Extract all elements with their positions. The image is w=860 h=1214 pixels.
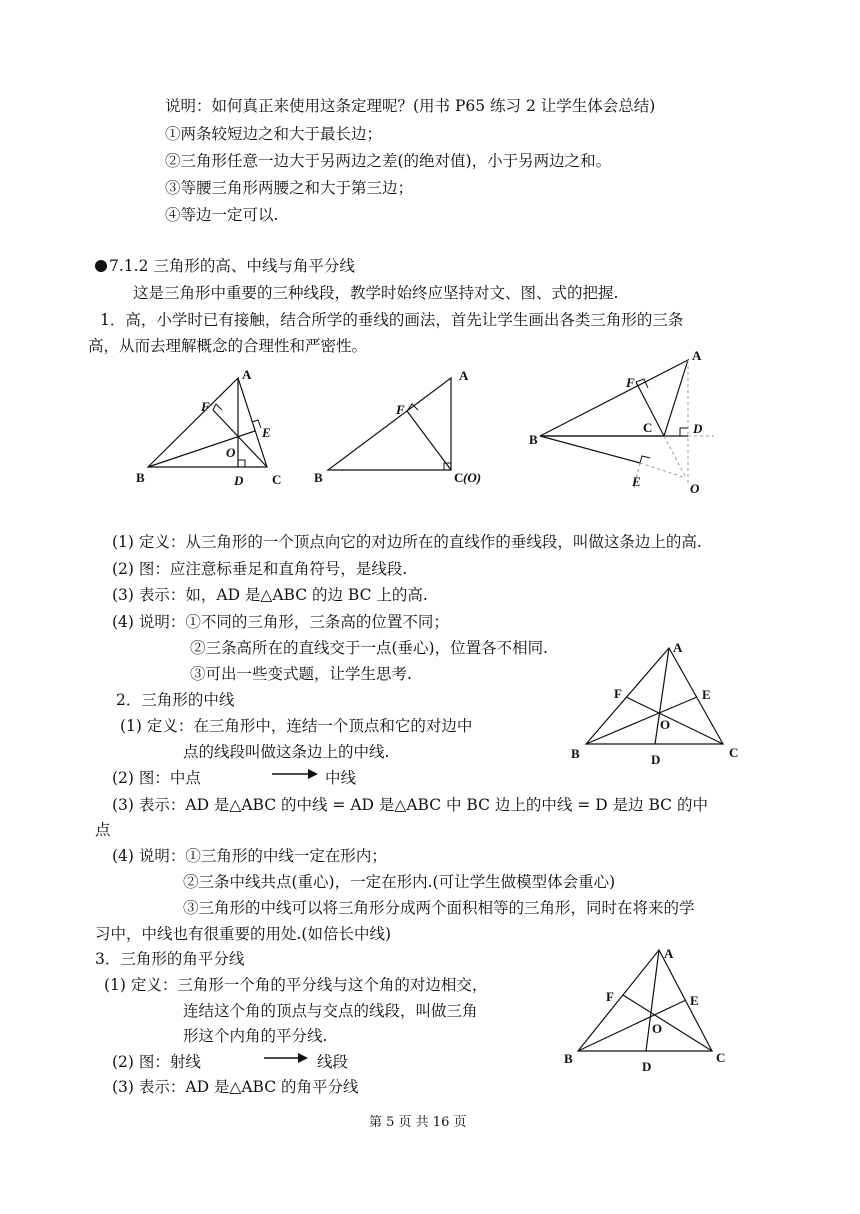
altitude-note-1: (4) 说明：①不同的三角形，三条高的位置不同； [112,613,449,631]
label-C: C [272,472,282,487]
bisector-figure-prefix: (2) 图：射线 [112,1053,201,1071]
label-A: A [673,640,683,655]
bisector-figure-suffix: 线段 [317,1053,349,1071]
altitude-definition: (1) 定义：从三角形的一个顶点向它的对边所在的直线作的垂线段，叫做这条边上的高. [112,533,702,551]
label-F: F [396,402,405,417]
label-B: B [564,1051,573,1066]
note-item-2: ②三角形任意一边大于另两边之差(的绝对值)，小于另两边之和。 [165,152,612,170]
median-title: 2．三角形的中线 [116,691,235,709]
altitude-representation: (3) 表示：如，AD 是△ABC 的边 BC 上的高. [112,586,428,604]
median-note-2: ②三条中线共点(重心)，一定在形内.(可让学生做模型体会重心) [183,873,616,891]
median-definition-1: (1) 定义：在三角形中，连结一个顶点和它的对边中 [120,717,473,735]
bisector-representation: (3) 表示：AD 是△ABC 的角平分线 [112,1078,359,1096]
label-F: F [606,989,614,1004]
altitude-note-2: ②三条高所在的直线交于一点(垂心)，位置各不相同. [190,639,549,657]
label-A: A [459,368,469,383]
note-item-4: ④等边一定可以. [165,206,279,224]
median-representation-2: 点 [95,821,111,839]
label-D: D [651,752,661,767]
label-A: A [692,348,702,363]
altitude-intro-line2: 高，从而去理解概念的合理性和严密性。 [88,337,368,355]
median-representation-1: (3) 表示：AD 是△ABC 的中线 = AD 是△ABC 中 BC 边上的中线 = D 是边 BC 的中 [112,796,708,814]
label-E: E [702,687,711,702]
label-A: A [664,946,674,961]
label-B: B [529,432,538,447]
label-C: C [643,420,653,435]
section-heading: 7.1.2 三角形的高、中线与角平分线 [95,256,355,276]
median-figure-suffix: 中线 [325,769,357,787]
label-E: E [262,425,271,440]
label-C-O: (O) [463,470,482,485]
label-F: F [614,686,622,701]
altitude-intro-line1: 1．高，小学时已有接触，结合所学的垂线的画法，首先让学生画出各类三角形的三条 [100,311,684,329]
theorem-note: 说明：如何真正来使用这条定理呢？(用书 P65 练习 2 让学生体会总结) [165,97,656,115]
label-E: E [632,474,641,489]
label-B: B [136,470,145,485]
label-B: B [571,746,580,761]
label-F: F [201,399,210,414]
label-O: O [652,1021,663,1036]
bisector-definition-1: (1) 定义：三角形一个角的平分线与这个角的对边相交， [104,976,488,994]
median-figure-prefix: (2) 图：中点 [112,769,201,787]
altitude-figure-note: (2) 图：应注意标垂足和直角符号，是线段. [112,560,408,578]
page-footer: 第 5 页 共 16 页 [369,1115,467,1130]
median-note-4: 习中，中线也有很重要的用处.(如倍长中线) [95,925,392,943]
label-D: D [693,421,703,436]
label-B: B [314,470,323,485]
bisector-definition-3: 形这个内角的平分线. [183,1027,328,1045]
label-O: O [226,445,236,460]
bisector-definition-2: 连结这个角的顶点与交点的线段，叫做三角 [183,1002,478,1020]
label-O: O [660,717,671,732]
label-E: E [690,993,699,1008]
label-O: O [690,481,700,496]
median-note-3: ③三角形的中线可以将三角形分成两个面积相等的三角形，同时在将来的学 [183,899,695,917]
median-note-1: (4) 说明：①三角形的中线一定在形内； [112,847,387,865]
label-D: D [234,473,244,488]
label-C: C [716,1050,726,1065]
note-item-1: ①两条较短边之和大于最长边； [165,125,383,143]
bisector-title: 3．三角形的角平分线 [95,950,245,968]
section-intro: 这是三角形中重要的三种线段，教学时始终应坚持对文、图、式的把握. [133,284,619,302]
median-definition-2: 点的线段叫做这条边上的中线. [183,743,390,761]
label-D: D [642,1059,652,1074]
label-F: F [626,375,635,390]
label-C: C [454,470,464,485]
label-C: C [729,745,739,760]
note-item-3: ③等腰三角形两腰之和大于第三边； [165,179,414,197]
altitude-note-3: ③可出一些变式题，让学生思考. [190,665,412,683]
label-A: A [242,367,252,382]
